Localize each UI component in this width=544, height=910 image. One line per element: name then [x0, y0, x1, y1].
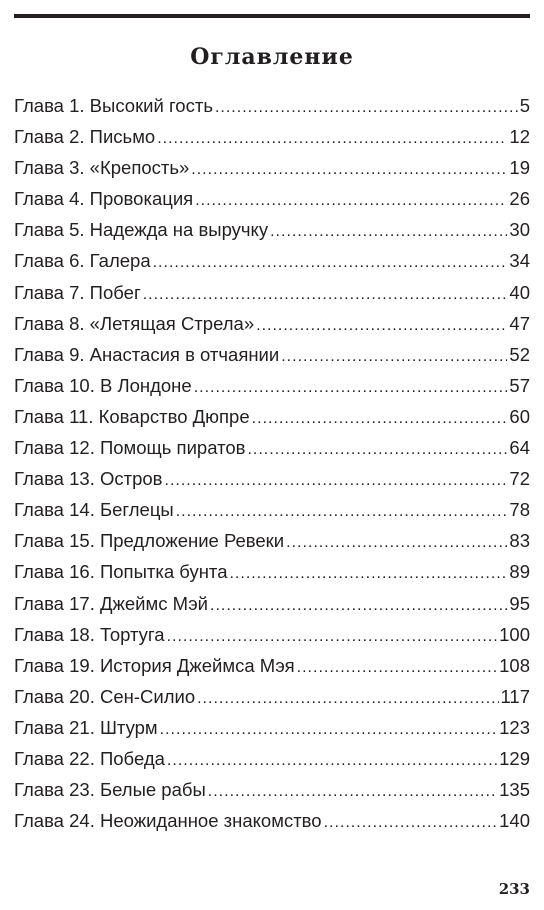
toc-entry-label: Глава 12. Помощь пиратов	[14, 437, 246, 459]
top-rule	[14, 14, 530, 18]
toc-entry-12[interactable]	[14, 432, 530, 463]
toc-leader-dots	[215, 92, 518, 123]
toc-entry-label: Глава 5. Надежда на выручку	[14, 219, 269, 241]
toc-entry-19[interactable]	[14, 650, 530, 681]
toc-entry-page: 95	[509, 592, 530, 614]
toc-entry-1[interactable]	[14, 90, 530, 121]
toc-entry-label: Глава 4. Провокация	[14, 188, 194, 210]
toc-leader-dots	[194, 372, 508, 403]
toc-entry-page: 89	[509, 561, 530, 583]
toc-leader-dots	[270, 216, 507, 247]
toc-leader-dots	[165, 465, 508, 496]
toc-entry-label: Глава 18. Тортуга	[14, 623, 165, 645]
toc-entry-17[interactable]	[14, 588, 530, 619]
toc-entry-label: Глава 17. Джеймс Мэй	[14, 592, 208, 614]
toc-leader-dots	[191, 154, 507, 185]
table-of-contents	[14, 90, 530, 836]
toc-entry-label: Глава 7. Побег	[14, 281, 141, 303]
toc-entry-4[interactable]	[14, 183, 530, 214]
toc-entry-label: Глава 14. Беглецы	[14, 499, 174, 521]
toc-entry-page: 52	[509, 343, 530, 365]
toc-entry-6[interactable]	[14, 245, 530, 276]
toc-leader-dots	[153, 247, 508, 278]
toc-leader-dots	[281, 341, 507, 372]
toc-entry-label: Глава 13. Остров	[14, 468, 163, 490]
toc-entry-23[interactable]	[14, 774, 530, 805]
toc-leader-dots	[143, 279, 508, 310]
toc-entry-label: Глава 24. Неожиданное знакомство	[14, 810, 322, 832]
toc-entry-page: 78	[509, 499, 530, 521]
toc-entry-page: 30	[509, 219, 530, 241]
toc-entry-page: 57	[509, 374, 530, 396]
toc-entry-label: Глава 11. Коварство Дюпре	[14, 405, 250, 427]
toc-entry-page: 12	[509, 126, 530, 148]
toc-entry-page: 83	[509, 530, 530, 552]
toc-entry-page: 108	[499, 654, 530, 676]
toc-entry-8[interactable]	[14, 308, 530, 339]
toc-entry-label: Глава 22. Победа	[14, 747, 165, 769]
toc-entry-page: 60	[509, 405, 530, 427]
toc-entry-page: 34	[509, 250, 530, 272]
toc-leader-dots	[167, 745, 497, 776]
toc-entry-18[interactable]	[14, 619, 530, 650]
toc-entry-label: Глава 2. Письмо	[14, 126, 156, 148]
toc-leader-dots	[324, 807, 498, 838]
toc-entry-label: Глава 8. «Летящая Стрела»	[14, 312, 255, 334]
toc-entry-5[interactable]	[14, 214, 530, 245]
toc-entry-page: 100	[499, 623, 530, 645]
toc-leader-dots	[176, 496, 508, 527]
toc-entry-16[interactable]	[14, 556, 530, 587]
toc-entry-label: Глава 20. Сен-Силио	[14, 685, 196, 707]
toc-entry-label: Глава 23. Белые рабы	[14, 779, 206, 801]
page-number: 233	[498, 880, 530, 898]
toc-entry-21[interactable]	[14, 712, 530, 743]
toc-leader-dots	[157, 123, 507, 154]
toc-entry-label: Глава 1. Высокий гость	[14, 95, 213, 116]
toc-entry-page: 26	[509, 188, 530, 210]
toc-entry-page: 140	[499, 810, 530, 832]
toc-entry-page: 19	[509, 157, 530, 179]
toc-entry-page: 117	[500, 685, 530, 707]
toc-entry-page: 5	[519, 95, 530, 116]
toc-entry-label: Глава 10. В Лондоне	[14, 374, 192, 396]
toc-entry-13[interactable]	[14, 463, 530, 494]
toc-leader-dots	[247, 434, 507, 465]
toc-leader-dots	[195, 185, 507, 216]
toc-entry-page: 123	[499, 716, 530, 738]
toc-entry-11[interactable]	[14, 401, 530, 432]
toc-entry-page: 72	[509, 468, 530, 490]
toc-entry-20[interactable]	[14, 681, 530, 712]
toc-entry-label: Глава 21. Штурм	[14, 716, 158, 738]
toc-entry-22[interactable]	[14, 743, 530, 774]
toc-leader-dots	[229, 558, 507, 589]
toc-entry-label: Глава 6. Галера	[14, 250, 151, 272]
toc-leader-dots	[208, 776, 497, 807]
toc-entry-label: Глава 3. «Крепость»	[14, 157, 190, 179]
toc-leader-dots	[286, 527, 507, 558]
toc-leader-dots	[252, 403, 508, 434]
toc-leader-dots	[160, 714, 497, 745]
toc-entry-label: Глава 15. Предложение Ревеки	[14, 530, 285, 552]
page-title: Оглавление	[190, 44, 354, 70]
toc-entry-page: 129	[499, 747, 530, 769]
toc-entry-label: Глава 16. Попытка бунта	[14, 561, 228, 583]
toc-leader-dots	[197, 683, 498, 714]
toc-entry-15[interactable]	[14, 525, 530, 556]
toc-entry-14[interactable]	[14, 494, 530, 525]
toc-entry-7[interactable]	[14, 277, 530, 308]
toc-leader-dots	[256, 310, 507, 341]
toc-entry-page: 135	[499, 779, 530, 801]
toc-leader-dots	[297, 652, 497, 683]
toc-entry-2[interactable]	[14, 121, 530, 152]
toc-entry-page: 47	[509, 312, 530, 334]
toc-entry-10[interactable]	[14, 370, 530, 401]
toc-entry-24[interactable]	[14, 805, 530, 836]
toc-entry-page: 64	[509, 437, 530, 459]
toc-entry-label: Глава 9. Анастасия в отчаянии	[14, 343, 280, 365]
toc-leader-dots	[167, 621, 498, 652]
toc-entry-label: Глава 19. История Джеймса Мэя	[14, 654, 295, 676]
toc-entry-3[interactable]	[14, 152, 530, 183]
toc-leader-dots	[210, 590, 507, 621]
toc-entry-page: 40	[509, 281, 530, 303]
toc-entry-9[interactable]	[14, 339, 530, 370]
